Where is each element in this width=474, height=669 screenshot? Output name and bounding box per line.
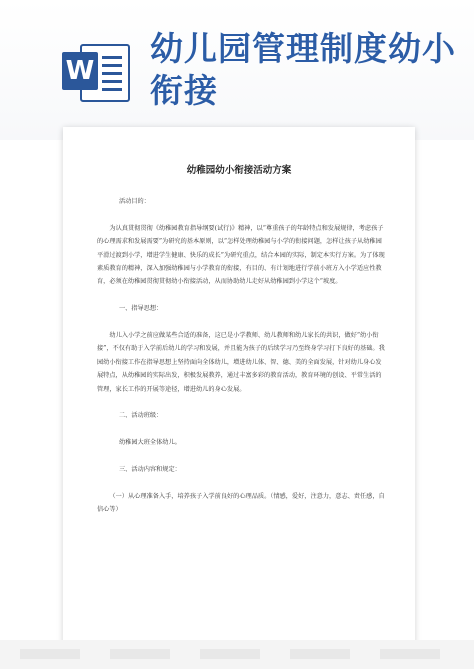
document-body	[97, 195, 387, 517]
document-title: 幼稚园幼小衔接活动方案	[186, 165, 292, 176]
section-heading: 活动目的：	[119, 198, 150, 205]
watermark-strip	[0, 640, 474, 669]
paragraph: 幼儿入小学之前应做某些合适的准备，这已是小学教师、幼儿教师和幼儿家长的共识，做好“幼小衔接”，不仅有助于入学前后幼儿的学习和发展，并且能为孩子的后续学习乃至终身学习打下良好的基础。我园幼小衔接工作在指导思想上坚持面向全体幼儿，增进幼儿体、智、德、美的全面发展，针对幼儿身心发展特点，从幼稚园的实际出发，积极发展教养，通过丰富多彩的教育活动，教育环境的创设、平常生活的管理，家长工作的开展等途径，增进幼儿的身心发展。	[97, 332, 385, 393]
section-heading: 三、活动内容和规定：	[119, 466, 181, 474]
paragraph: 为认真贯彻贯彻《幼稚园教育指导纲要(试行)》精神，以“尊重孩子的年龄特点和发展规律，考虑孩子的心理需求和发展需要”为研究的基本原则，以“怎样处理幼稚园与小学的衔接问题，怎样让孩子从幼稚园平滑过渡到小学，增进学生健康、快乐的成长”为研究重点，结合本园的实际，制定本实行方案。为了体现素质教育的精神，深入加强幼稚园与小学教育的衔接，有目的、有计划地进行学前小班方入小学适应性教育，必须在幼稚园贯彻贯彻幼小衔接活动，从而协助幼儿走好从幼稚园到小学这个“坡度。	[97, 224, 385, 286]
paragraph: 幼稚园大班全体幼儿。	[119, 439, 181, 447]
document-page	[63, 127, 415, 657]
page-title: 幼儿园管理制度幼小衔接	[150, 29, 456, 110]
word-badge: W	[62, 52, 98, 90]
word-icon	[62, 40, 128, 102]
section-heading: 一、指导思想：	[119, 305, 163, 313]
paragraph: （一）从心理准备入手，培养孩子入学前良好的心理品质。（情感，爱好，注意力，意志、责任感，自信心等）	[97, 492, 385, 514]
section-heading: 二、活动班级：	[119, 412, 163, 420]
